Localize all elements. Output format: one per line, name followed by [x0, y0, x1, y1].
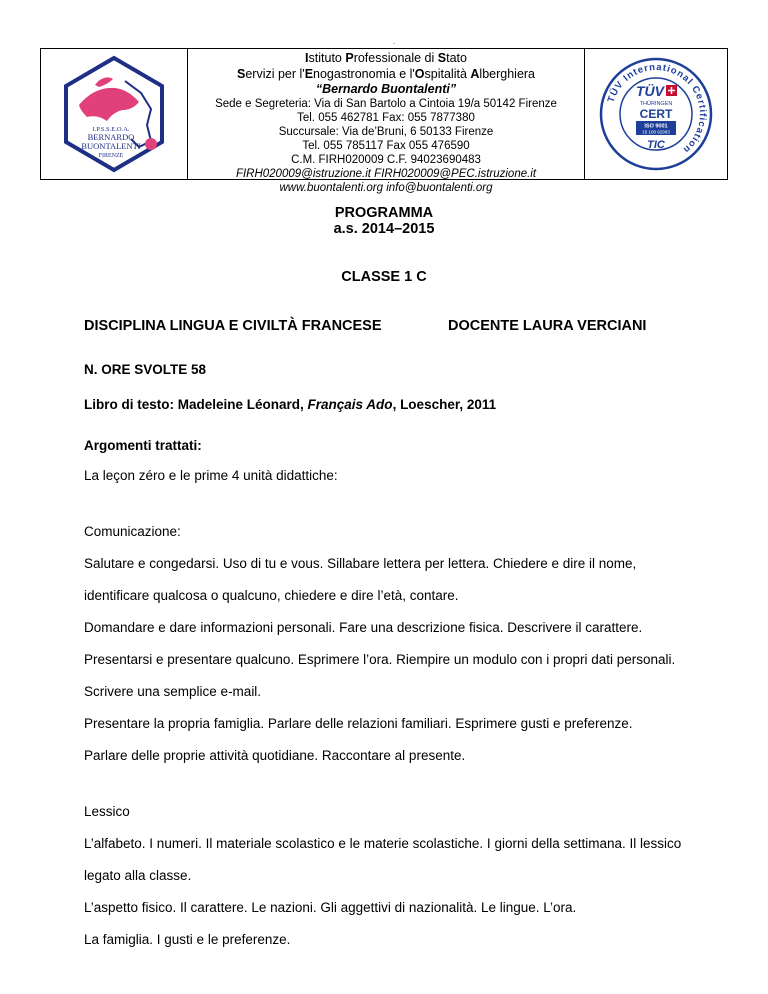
branch-phone: Tel. 055 785117 Fax 055 476590	[302, 140, 470, 152]
school-phone: Tel. 055 462781 Fax: 055 7877380	[297, 112, 475, 124]
topics-intro: La leçon zéro e le prime 4 unità didattiche:	[84, 468, 338, 483]
lessico-heading: Lessico	[84, 804, 130, 819]
tuv-certification-seal-icon	[598, 56, 714, 172]
textbook-title: Français Ado	[307, 397, 393, 412]
school-logo-icon	[55, 55, 173, 173]
comunicazione-line: Salutare e congedarsi. Uso di tu e vous. Sillabare lettera per lettera. Chiedere e dire il nome,	[84, 556, 637, 571]
cert-ring-text: TÜV International Certification	[605, 61, 709, 156]
school-year: a.s. 2014–2015	[333, 221, 435, 237]
school-logo-cell	[41, 49, 188, 179]
certification-cell	[585, 49, 727, 179]
cert-tic: TIC	[647, 139, 666, 151]
logo-text-line2: BERNARDO	[87, 132, 135, 142]
comunicazione-heading: Comunicazione:	[84, 524, 181, 539]
logo-text-line4: FIRENZE	[98, 153, 124, 159]
topics-heading: Argomenti trattati:	[84, 438, 202, 453]
cert-brand: TÜV	[636, 83, 665, 99]
services-line: Servizi per l'Enogastronomia e l'Ospitalità Alberghiera	[236, 66, 536, 81]
logo-text-line3: BUONTALENTI	[81, 141, 141, 151]
school-emails: FIRH020009@istruzione.it FIRH020009@PEC.istruzione.it	[235, 168, 537, 180]
teacher-label: DOCENTE LAURA VERCIANI	[448, 318, 647, 334]
header-dot-mark: .	[393, 36, 396, 46]
comunicazione-line: identificare qualcosa o qualcuno, chiedere e dire l’età, contare.	[84, 588, 459, 603]
letterhead	[40, 48, 728, 194]
comunicazione-line: Presentarsi e presentare qualcuno. Esprimere l’ora. Riempire un modulo con i propri dati personali.	[84, 652, 676, 667]
school-codes: C.M. FIRH020009 C.F. 94023690483	[291, 154, 481, 166]
cert-label: CERT	[639, 107, 673, 121]
comunicazione-line: Domandare e dare informazioni personali. Fare una descrizione fisica. Descrivere il carattere.	[84, 620, 643, 635]
school-address: Sede e Segreteria: Via di San Bartolo a Cintoia 19/a 50142 Firenze	[215, 98, 557, 110]
school-info-cell	[188, 49, 586, 194]
lessico-line: L’aspetto fisico. Il carattere. Le nazioni. Gli aggettivi di nazionalità. Le lingue. L’ora.	[84, 900, 577, 915]
subject-label: DISCIPLINA LINGUA E CIVILTÀ FRANCESE	[84, 318, 382, 334]
cert-iso-number: 15 100 92983	[642, 129, 670, 135]
comunicazione-line: Scrivere una semplice e-mail.	[84, 684, 262, 699]
comunicazione-line: Presentare la propria famiglia. Parlare delle relazioni familiari. Esprimere gusti e preferenze.	[84, 716, 633, 731]
branch-address: Succursale: Via de’Bruni, 6 50133 Firenze	[278, 126, 494, 138]
school-website: www.buontalenti.org info@buontalenti.org	[279, 182, 493, 194]
lessico-line: L’alfabeto. I numeri. Il materiale scolastico e le materie scolastiche. I giorni della settimana. Il lessico	[84, 836, 682, 851]
school-name: “Bernardo Buontalenti”	[315, 82, 457, 96]
textbook-line: Libro di testo: Madeleine Léonard, Français Ado, Loescher, 2011	[84, 397, 497, 412]
lessico-line: La famiglia. I gusti e le preferenze.	[84, 932, 291, 947]
institute-line: Istituto Professionale di Stato	[305, 51, 467, 65]
document-title: PROGRAMMA	[334, 205, 434, 221]
lessico-line: legato alla classe.	[84, 868, 192, 883]
logo-text-line1: I.P.S.S.E.O.A.	[92, 126, 130, 133]
comunicazione-line: Parlare delle proprie attività quotidiane. Raccontare al presente.	[84, 748, 466, 763]
class-label: CLASSE 1 C	[341, 269, 427, 285]
hours-label: N. ORE SVOLTE 58	[84, 362, 207, 377]
cert-region: THÜRINGEN	[639, 101, 673, 107]
cert-iso: ISO 9001	[644, 123, 668, 130]
